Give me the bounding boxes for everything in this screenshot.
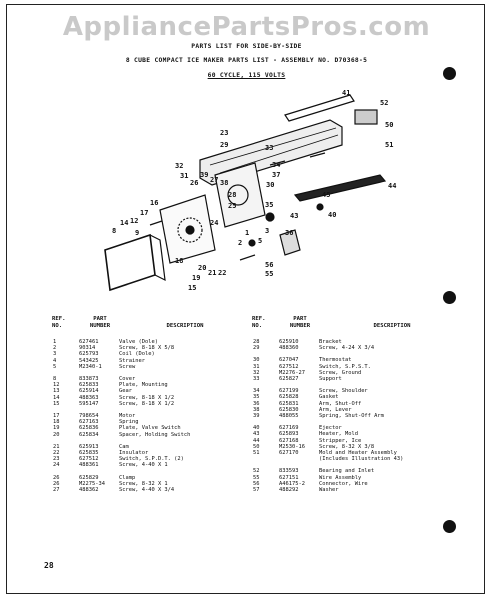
punch-hole-bottom (443, 520, 456, 533)
part-desc: Support (319, 376, 342, 383)
part-desc: Bearing and Inlet (319, 468, 375, 475)
part-num: 595147 (79, 400, 99, 407)
part-ref: 5 (53, 363, 57, 370)
callout-15: 15 (188, 284, 197, 292)
col-desc-left: DESCRIPTION (166, 323, 204, 329)
part-desc: Insulator (119, 450, 149, 457)
part-ref: 50 (253, 443, 260, 450)
part-desc: Plate, Valve Switch (119, 425, 181, 432)
part-ref: 3 (53, 351, 57, 358)
callout-23: 23 (220, 129, 229, 137)
part-num: 625910 (279, 339, 299, 345)
part-ref: 24 (53, 462, 60, 469)
callout-40: 40 (328, 211, 337, 219)
part-num: 627151 (279, 474, 299, 481)
part-desc: Screw, 8-18 X 1/2 (119, 400, 175, 407)
part-num: 625833 (79, 382, 99, 389)
callout-3: 3 (265, 227, 270, 235)
part-desc: Clamp (119, 474, 136, 481)
part-ref: 33 (253, 376, 260, 383)
part-ref: 29 (253, 345, 260, 352)
part-ref: 31 (253, 363, 260, 370)
callout-5: 5 (258, 237, 263, 245)
part-num: M2340-1 (79, 363, 102, 370)
part-desc: Gasket (319, 394, 339, 401)
part-ref: 4 (53, 357, 57, 364)
part-ref: 30 (253, 357, 260, 364)
part-num: 627170 (279, 450, 299, 457)
part-ref: 15 (53, 400, 60, 407)
part-ref: 23 (53, 456, 60, 463)
part-num: 488055 (279, 413, 299, 420)
part-desc: Valve (Dole) (119, 339, 158, 345)
part-ref: 26 (53, 474, 60, 481)
part-ref: 34 (253, 388, 260, 395)
page-number: 28 (44, 561, 54, 570)
callout-25: 25 (228, 202, 237, 210)
part-num: 488292 (279, 487, 299, 494)
part-num: 488363 (79, 394, 99, 401)
part-desc: Switch, S.P.S.T. (319, 363, 371, 370)
part-desc: Gear (119, 388, 132, 395)
col-desc-right: DESCRIPTION (373, 323, 411, 329)
part-ref: 38 (253, 406, 260, 413)
callout-21: 21 (208, 269, 217, 277)
part-num: 625831 (279, 400, 299, 407)
exploded-parts-diagram (80, 85, 410, 295)
part-ref: 1 (53, 339, 57, 345)
part-desc: Screw, 4-40 X 3/4 (119, 487, 175, 494)
callout-45: 45 (322, 191, 331, 199)
callout-32: 32 (175, 162, 184, 170)
part-desc: Screw, Ground (319, 369, 362, 376)
part-desc: Screw, Shoulder (319, 388, 368, 395)
part-desc: Washer (319, 487, 339, 494)
punch-hole-middle (443, 291, 456, 304)
part-ref: 26 (53, 480, 60, 487)
col-ref-left: REF. NO. (52, 316, 66, 329)
part-desc: Motor (119, 413, 136, 420)
callout-41: 41 (342, 89, 351, 97)
part-num: 625914 (79, 388, 99, 395)
part-ref: 43 (253, 431, 260, 438)
part-ref: 55 (253, 474, 260, 481)
part-num: 90314 (79, 345, 96, 352)
part-desc: Spring, Shut-Off Arm (319, 413, 384, 420)
part-desc: Screw, 8-18 X 5/8 (119, 345, 175, 352)
callout-8: 8 (112, 227, 117, 235)
part-desc: Cover (119, 376, 136, 383)
parts-table-left (53, 339, 239, 493)
part-desc: Screw, 8-32 X 3/8 (319, 443, 375, 450)
title-line-1: PARTS LIST FOR SIDE-BY-SIDE (191, 43, 302, 50)
callout-51: 51 (385, 141, 394, 149)
part-ref: 40 (253, 425, 260, 432)
part-ref: 17 (53, 413, 60, 420)
part-num: 625830 (279, 406, 299, 413)
part-desc: Ejector (319, 425, 342, 432)
callout-12: 12 (130, 217, 139, 225)
col-part-left: PART NUMBER (89, 316, 111, 329)
part-desc: Mold and Heater Assembly (Includes Illustration 43) (319, 450, 404, 463)
part-num: 627512 (279, 363, 299, 370)
part-row (53, 487, 239, 493)
part-desc: Heater, Mold (319, 431, 358, 438)
callout-29: 29 (220, 141, 229, 149)
part-num: 627512 (79, 456, 99, 463)
part-ref: 35 (253, 394, 260, 401)
callout-9: 9 (135, 229, 140, 237)
part-ref: 44 (253, 437, 260, 444)
part-num: 625913 (79, 443, 99, 450)
callout-44: 44 (388, 182, 397, 190)
part-desc: Bracket (319, 339, 342, 345)
title-line-3: 60 CYCLE, 115 VOLTS (207, 72, 286, 79)
callout-17: 17 (140, 209, 149, 217)
part-desc: Stripper, Ice (319, 437, 362, 444)
callout-19: 19 (192, 274, 201, 282)
part-ref: 39 (253, 413, 260, 420)
callout-55: 55 (265, 270, 274, 278)
part-desc: Cam (119, 443, 129, 450)
col-ref-right: REF. NO. (252, 316, 266, 329)
part-num: 627461 (79, 339, 99, 345)
part-ref: 27 (53, 487, 60, 494)
callout-35: 35 (265, 201, 274, 209)
part-num: 488362 (79, 487, 99, 494)
callout-24: 24 (210, 219, 219, 227)
watermark: AppliancePartsPros.com (62, 12, 431, 42)
part-desc: Switch, S.P.D.T. (2) (119, 456, 184, 463)
callout-43: 43 (290, 212, 299, 220)
callout-50: 50 (385, 121, 394, 129)
part-desc: Plate, Mounting (119, 382, 168, 389)
callout-30: 30 (266, 181, 275, 189)
part-num: 625827 (279, 376, 299, 383)
part-desc: Screw, 8-18 X 1/2 (119, 394, 175, 401)
part-desc: Thermostat (319, 357, 352, 364)
callout-1: 1 (245, 229, 250, 237)
part-num: 543425 (79, 357, 99, 364)
part-num: M2276-27 (279, 369, 305, 376)
part-num: 627047 (279, 357, 299, 364)
punch-hole-top (443, 67, 456, 80)
part-desc: Spacer, Holding Switch (119, 431, 191, 438)
part-ref: 2 (53, 345, 57, 352)
callout-36: 36 (285, 229, 294, 237)
callout-34: 34 (272, 161, 281, 169)
part-ref: 8 (53, 376, 57, 383)
callout-37: 37 (272, 171, 281, 179)
part-ref: 18 (53, 419, 60, 426)
part-desc: Screw (119, 363, 136, 370)
part-num: 625829 (79, 474, 99, 481)
part-ref: 52 (253, 468, 260, 475)
part-num: M2275-34 (79, 480, 105, 487)
callout-20: 20 (198, 264, 207, 272)
part-desc: Arm, Lever (319, 406, 352, 413)
part-ref: 12 (53, 382, 60, 389)
callout-18: 18 (175, 257, 184, 265)
callout-26: 26 (190, 179, 199, 187)
part-desc: Screw, 4-24 X 3/4 (319, 345, 375, 352)
part-desc: Screw, 4-40 X 1 (119, 462, 168, 469)
part-num: 798654 (79, 413, 99, 420)
part-num: 625793 (79, 351, 99, 358)
part-num: 627168 (279, 437, 299, 444)
part-ref: 21 (53, 443, 60, 450)
part-ref: 14 (53, 394, 60, 401)
part-ref: 32 (253, 369, 260, 376)
part-desc: Connector, Wire (319, 480, 368, 487)
part-num: M2530-16 (279, 443, 305, 450)
callout-33: 33 (265, 144, 274, 152)
part-num: 625893 (279, 431, 299, 438)
part-ref: 56 (253, 480, 260, 487)
part-ref: 19 (53, 425, 60, 432)
part-num: 625834 (79, 431, 99, 438)
part-desc: Wire Assembly (319, 474, 362, 481)
callout-22: 22 (218, 269, 227, 277)
part-desc: Coil (Dole) (119, 351, 155, 358)
part-num: 488360 (279, 345, 299, 352)
part-ref: 57 (253, 487, 260, 494)
part-num: 488361 (79, 462, 99, 469)
part-row (253, 450, 439, 462)
part-num: 627163 (79, 419, 99, 426)
callout-16: 16 (150, 199, 159, 207)
part-desc: Arm, Shut-Off (319, 400, 362, 407)
part-num: 627169 (279, 425, 299, 432)
part-desc: Screw, 8-32 X 1 (119, 480, 168, 487)
callout-2: 2 (238, 239, 243, 247)
title-line-2: 8 CUBE COMPACT ICE MAKER PARTS LIST - ASSEMBLY NO. D70368-5 (125, 57, 368, 64)
callout-14: 14 (120, 219, 129, 227)
callout-38: 38 (220, 179, 229, 187)
part-num: A46175-2 (279, 480, 305, 487)
callout-39: 39 (200, 171, 209, 179)
part-ref: 28 (253, 339, 260, 345)
callout-27: 27 (210, 176, 219, 184)
callout-31: 31 (180, 172, 189, 180)
part-ref: 36 (253, 400, 260, 407)
part-num: 833593 (279, 468, 299, 475)
callout-28: 28 (228, 191, 237, 199)
part-num: 627199 (279, 388, 299, 395)
part-num: 625836 (79, 425, 99, 432)
part-desc: Spring (119, 419, 139, 426)
part-row (253, 487, 439, 493)
part-num: 625835 (79, 450, 99, 457)
col-part-right: PART NUMBER (289, 316, 311, 329)
part-ref: 13 (53, 388, 60, 395)
part-ref: 51 (253, 450, 260, 457)
callout-52: 52 (380, 99, 389, 107)
parts-table-right (253, 339, 439, 493)
callout-56: 56 (265, 261, 274, 269)
part-desc: Strainer (119, 357, 145, 364)
part-num: 833873 (79, 376, 99, 383)
part-num: 625828 (279, 394, 299, 401)
part-ref: 22 (53, 450, 60, 457)
part-ref: 20 (53, 431, 60, 438)
